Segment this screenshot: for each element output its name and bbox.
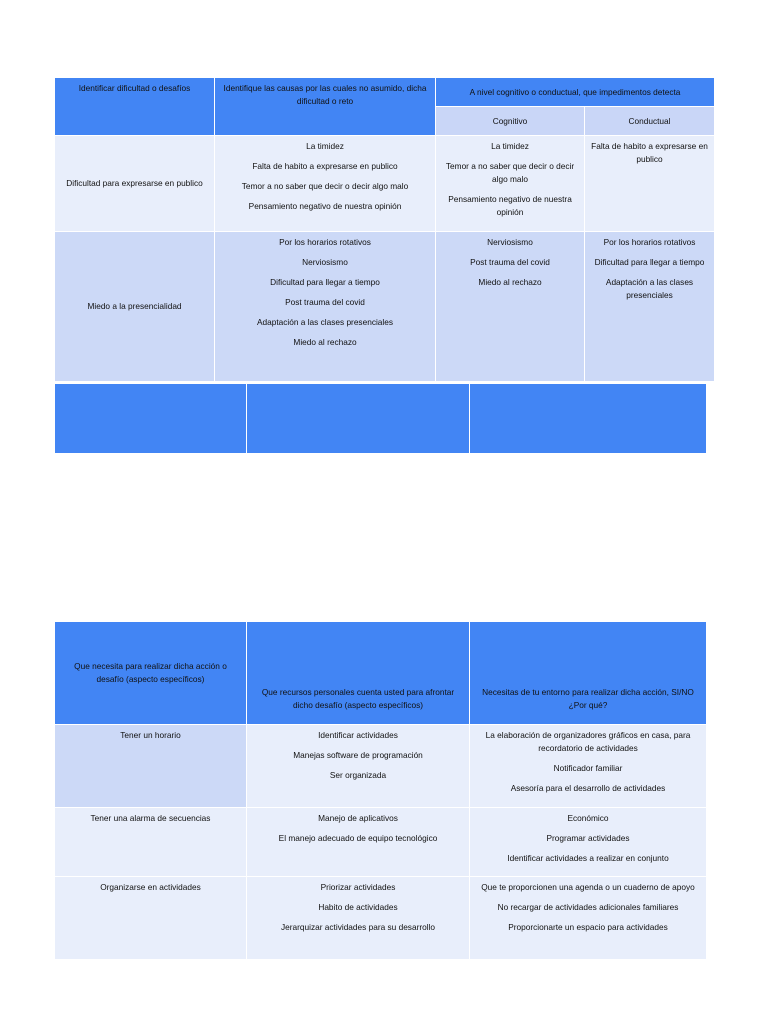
empty-cell — [55, 384, 247, 454]
header-necesita: Que necesita para realizar dicha acción o desafío (aspecto específicos) — [55, 622, 247, 725]
entorno-cell — [470, 725, 707, 808]
list-item: Ser organizada — [329, 770, 387, 780]
cognitivo-cell — [436, 232, 585, 382]
list-item: Falta de habito a expresarse en publico — [252, 161, 398, 171]
list-item: La timidez — [306, 141, 344, 151]
table-row — [55, 725, 707, 808]
causas-cell — [215, 136, 436, 232]
list-item: Temor a no saber que decir o decir algo malo — [445, 161, 575, 184]
list-item: Nerviosismo — [302, 257, 348, 267]
conductual-cell — [585, 232, 715, 382]
list-item: Miedo al rechazo — [478, 277, 542, 287]
list-item: Adaptación a las clases presenciales — [256, 317, 394, 327]
list-item: Temor a no saber que decir o decir algo malo — [241, 181, 409, 191]
list-item: Dificultad para llegar a tiempo — [270, 277, 380, 287]
list-item: Por los horarios rotativos — [279, 237, 371, 247]
list-item: Nerviosismo — [487, 237, 533, 247]
necesita-cell: Organizarse en actividades — [55, 877, 247, 960]
header-entorno: Necesitas de tu entorno para realizar dicha acción, SI/NO ¿Por qué? — [470, 622, 707, 725]
recursos-cell — [247, 877, 470, 960]
cognitivo-cell — [436, 136, 585, 232]
list-item: Asesoría para el desarrollo de actividades — [510, 783, 666, 793]
conductual-cell — [585, 136, 715, 232]
dificultad-cell: Miedo a la presencialidad — [55, 232, 215, 382]
list-item: Post trauma del covid — [285, 297, 365, 307]
subheader-cognitivo: Cognitivo — [436, 107, 585, 136]
recursos-cell — [247, 725, 470, 808]
list-item: Identificar actividades — [318, 730, 398, 740]
subheader-conductual: Conductual — [585, 107, 715, 136]
list-item: Post trauma del covid — [470, 257, 550, 267]
list-item: Falta de habito a expresarse en publico — [591, 141, 708, 164]
list-item: Por los horarios rotativos — [603, 237, 696, 247]
resources-table — [54, 621, 707, 960]
list-item: Manejas software de programación — [293, 750, 423, 760]
list-item: Priorizar actividades — [320, 882, 396, 892]
list-item: Notificador familiar — [553, 763, 623, 773]
table-row — [55, 808, 707, 877]
list-item: El manejo adecuado de equipo tecnológico — [278, 833, 438, 843]
empty-header-band — [54, 383, 707, 454]
list-item: Habito de actividades — [318, 902, 398, 912]
list-item: Jerarquizar actividades para su desarrollo — [280, 922, 436, 932]
list-item: Económico — [567, 813, 609, 823]
entorno-cell — [470, 808, 707, 877]
table-row — [55, 136, 715, 232]
list-item: Que te proporcionen una agenda o un cuaderno de apoyo — [481, 882, 695, 892]
causas-cell — [215, 232, 436, 382]
empty-cell — [470, 384, 707, 454]
header-dificultad: Identificar dificultad o desafíos — [55, 78, 215, 136]
header-causas: Identifique las causas por las cuales no asumido, dicha dificultad o reto — [215, 78, 436, 136]
table-row — [55, 877, 707, 960]
necesita-cell: Tener una alarma de secuencias — [55, 808, 247, 877]
list-item: No recargar de actividades adicionales familiares — [497, 902, 679, 912]
entorno-cell — [470, 877, 707, 960]
empty-cell — [247, 384, 470, 454]
list-item: Manejo de aplicativos — [318, 813, 398, 823]
difficulties-table — [54, 77, 715, 382]
list-item: Dificultad para llegar a tiempo — [594, 257, 705, 267]
list-item: Identificar actividades a realizar en conjunto — [507, 853, 669, 863]
table-row — [55, 232, 715, 382]
list-item: Adaptación a las clases presenciales — [605, 277, 694, 300]
list-item: Miedo al rechazo — [293, 337, 357, 347]
recursos-cell — [247, 808, 470, 877]
list-item: La elaboración de organizadores gráficos en casa, para recordatorio de actividades — [485, 730, 691, 753]
necesita-cell: Tener un horario — [55, 725, 247, 808]
dificultad-cell: Dificultad para expresarse en publico — [55, 136, 215, 232]
header-recursos: Que recursos personales cuenta usted para afrontar dicho desafío (aspecto específicos) — [247, 622, 470, 725]
list-item: Programar actividades — [546, 833, 630, 843]
list-item: Pensamiento negativo de nuestra opinión — [448, 194, 572, 217]
list-item: La timidez — [491, 141, 529, 151]
list-item: Proporcionarte un espacio para actividades — [508, 922, 668, 932]
header-impedimentos: A nivel cognitivo o conductual, que impedimentos detecta — [436, 78, 715, 107]
list-item: Pensamiento negativo de nuestra opinión — [248, 201, 402, 211]
